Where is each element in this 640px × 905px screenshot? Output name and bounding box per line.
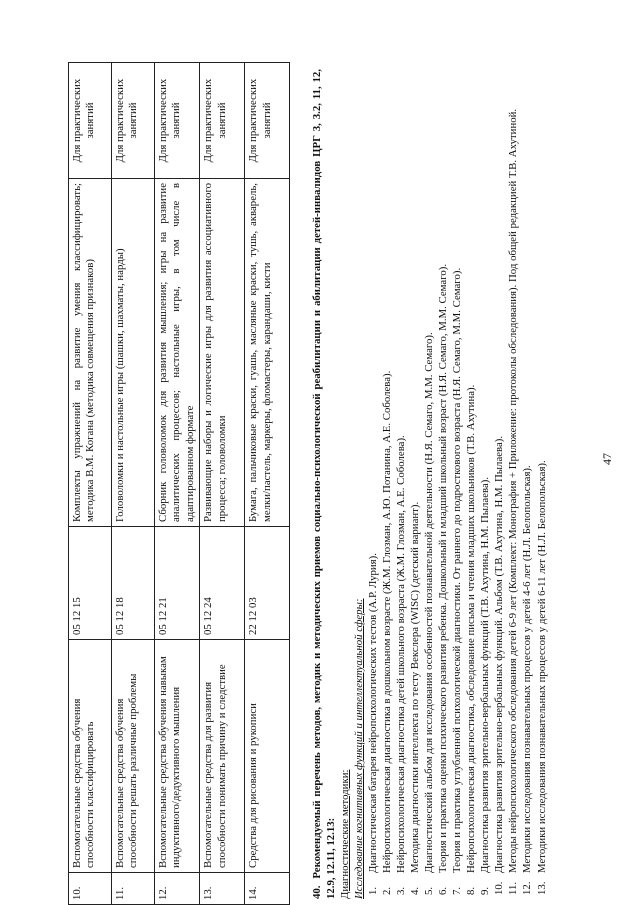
item-text: Методики исследования познавательных процессов у детей 6-11 лет (Н.Л. Белопольская). (535, 460, 548, 873)
table-row (69, 63, 112, 905)
list-item (506, 69, 520, 899)
item-number: 5. (423, 886, 436, 895)
row-code: 05 12 18 (112, 527, 155, 640)
list-item (380, 69, 394, 899)
item-text: Теория и практика оценки психического развития ребенка. Дошкольный и младший школьный возраст (Н.Я. Семаго, М.М. Семаго). (437, 263, 450, 873)
item-number: 6. (437, 886, 450, 895)
table-row (155, 63, 200, 905)
row-description: Бумага, пальчиковые краски, гуашь, масляные краски, тушь, акварель, мелки/пастель, маркеры, фломастеры, карандаши, кисти (245, 179, 290, 527)
row-name: Вспомогательные средства для развития способности понимать причину и следствие (200, 640, 245, 873)
item-number: 8. (465, 886, 478, 895)
row-purpose: Для практических занятий (69, 63, 112, 179)
row-description: Сборник головоломок для развития мышления; игры на развитие аналитических процессов; настольные игры, в том числе в адаптированном формате (155, 179, 200, 527)
row-number: 10. (69, 873, 112, 905)
list-item (436, 69, 450, 899)
table-row (200, 63, 245, 905)
item-text: Методы нейропсихологического обследования детей 6-9 лет (Комплект: Монография + Приложение: протоколы обследования). Под общей редакцией Т.В. Ахутиной. (507, 108, 520, 873)
item-text: Диагностический альбом для исследования особенностей познавательной деятельности (Н.Я. Семаго, М.М. Семаго). (423, 332, 436, 873)
item-number: 11. (507, 881, 520, 895)
subsection-heading: Исследование когнитивных функций и интеллектуальной сферы: (353, 598, 366, 899)
section-title-text: Рекомендуемый перечень методов, методик и методических приемов социально-психологической реабилитации и абилитации детей-инвалидов ЦРГ 3, 3.2, 11, 12, 12.9, 12.11, 12.13: (311, 69, 338, 899)
row-code: 05 12 24 (200, 527, 245, 640)
item-text: Диагностика развития зрительно-вербальных функций. Альбом (Т.В. Ахутина, Н.М. Пылаева). (493, 435, 506, 873)
section-title (310, 69, 338, 899)
item-number: 9. (479, 886, 492, 895)
row-number: 13. (200, 873, 245, 905)
list-item (450, 69, 464, 899)
table-row (245, 63, 290, 905)
item-text: Теория и практика углубленной психологической диагностики. От раннего до подросткового возраста (Н.Я. Семаго, М.М. Семаго). (451, 267, 464, 873)
item-text: Нейропсихологическая диагностика детей школьного возраста (Ж.М. Глозман, А.Е. Соболева). (395, 435, 408, 873)
row-description: Развивающие наборы и логические игры для развития ассоциативного процесса; головоломки (200, 179, 245, 527)
methods-list (366, 69, 548, 899)
item-text: Методики исследования познавательных процессов у детей 4-6 лет (Н.Л. Белопольская). (521, 465, 534, 873)
row-number: 12. (155, 873, 200, 905)
row-purpose: Для практических занятий (200, 63, 245, 179)
list-item (492, 69, 506, 899)
item-number: 13. (535, 881, 548, 895)
row-name: Вспомогательные средства обучения способности решать различные проблемы (112, 640, 155, 873)
row-code: 22 12 03 (245, 527, 290, 640)
item-number: 7. (451, 886, 464, 895)
row-purpose: Для практических занятий (112, 63, 155, 179)
item-text: Диагностическая батарея нейропсихологических тестов (А.Р. Лурия). (367, 553, 380, 873)
row-number: 11. (112, 873, 155, 905)
list-item (366, 69, 380, 899)
list-item (464, 69, 478, 899)
item-text: Методика диагностики интеллекта по тесту Векслера (WISC) (детский вариант). (409, 501, 422, 873)
item-number: 10. (493, 881, 506, 895)
list-item (408, 69, 422, 899)
page-number: 47 (600, 453, 614, 465)
row-purpose: Для практических занятий (155, 63, 200, 179)
item-text: Нейропсихологическая диагностика, обследование письма и чтения младших школьников (Т.В. Ахутина). (465, 384, 478, 873)
list-item (520, 69, 534, 899)
row-name: Средства для рисования и рукописи (245, 640, 290, 873)
list-item (478, 69, 492, 899)
list-item (394, 69, 408, 899)
diagnostic-label: Диагностические методики: (339, 769, 352, 899)
row-description: Головоломки и настольные игры (шашки, шахматы, нарды) (112, 179, 155, 527)
item-number: 12. (521, 881, 534, 895)
item-number: 3. (395, 886, 408, 895)
item-text: Нейропсихологическая диагностика в дошкольном возрасте (Ж.М. Глозман, А.Ю. Потанина, А.Е. Соболева). (381, 370, 394, 873)
row-description: Комплекты упражнений на развитие умения классифицировать; методика В.М. Когана (методика совмещения признаков) (69, 179, 112, 527)
item-number: 2. (381, 886, 394, 895)
equipment-table (68, 62, 290, 905)
row-name: Вспомогательные средства обучения навыкам индуктивного/дедуктивного мышления (155, 640, 200, 873)
list-item (422, 69, 436, 899)
table-row (112, 63, 155, 905)
row-purpose: Для практических занятий (245, 63, 290, 179)
section-number: 40. (311, 885, 323, 899)
list-item (535, 69, 549, 899)
item-number: 4. (409, 886, 422, 895)
methods-section (310, 69, 549, 899)
row-code: 05 12 15 (69, 527, 112, 640)
item-number: 1. (367, 886, 380, 895)
row-code: 05 12 21 (155, 527, 200, 640)
row-number: 14. (245, 873, 290, 905)
row-name: Вспомогательные средства обучения способности классифицировать (69, 640, 112, 873)
item-text: Диагностика развития зрительно-вербальных функций (Т.В. Ахутина, Н.М. Пылаева). (479, 476, 492, 873)
